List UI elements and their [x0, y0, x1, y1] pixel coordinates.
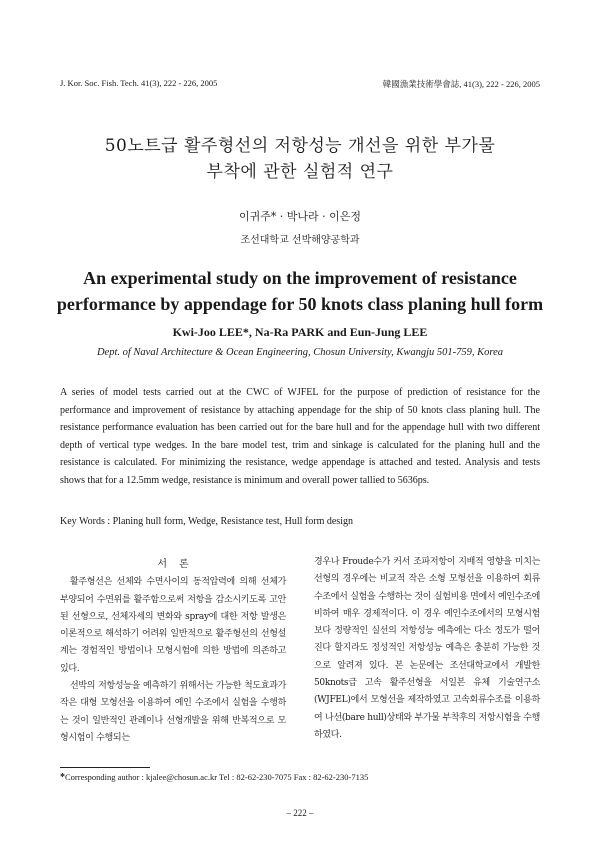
- intro-paragraph-1: 활주형선은 선체와 수면사이의 동적압력에 의해 선체가 부양되어 수면위를 활주함으로써 저항을 감소시키도록 고안된 선형으로, 선체자세의 변화와 spray에 대한 저항 발생은 이론적으로 해석하기 어려워 일반적으로 활주형선의 선형설계는 경험적인 방법이나 모형시험에 의한 방법에 의존하고 있다.: [60, 577, 286, 674]
- korean-authors: 이귀주* · 박나라 · 이은정: [238, 210, 362, 223]
- footnote: [60, 772, 368, 783]
- english-title-line2: performance by appendage for 50 knots class planing hull form: [56, 294, 544, 314]
- footnote-star: *: [60, 772, 65, 783]
- footnote-divider: [60, 767, 150, 768]
- footnote-text: Corresponding author : kjalee@chosun.ac.kr Tel : 82-62-230-7075 Fax : 82-62-230-7135: [65, 772, 369, 782]
- korean-title-line1: 50노트급 활주형선의 저항성능 개선을 위한 부가물: [104, 136, 496, 156]
- english-affiliation: Dept. of Naval Architecture & Ocean Engineering, Chosun University, Kwangju 501-759, Korea: [96, 347, 504, 358]
- english-title: [0, 265, 600, 317]
- journal-header-right: 韓國漁業技術學會誌, 41(3), 222 - 226, 2005: [382, 79, 540, 89]
- body-column-left: [60, 556, 286, 747]
- journal-header-left: J. Kor. Soc. Fish. Tech. 41(3), 222 - 226, 2005: [60, 78, 218, 88]
- english-authors: Kwi-Joo LEE*, Na-Ra PARK and Eun-Jung LEE: [172, 325, 428, 339]
- korean-affiliation: 조선대학교 선박해양공학과: [240, 235, 360, 246]
- intro-paragraph-2: 선박의 저항성능을 예측하기 위해서는 가능한 척도효과가 작은 대형 모형선을 이용하여 예인 수조에서 실험을 수행하는 것이 일반적인 관례이나 선형개발을 위해 반복적으로 모형시험이 수행되는: [60, 681, 286, 743]
- intro-paragraph-3: 경우나 Froude수가 커서 조파저항이 지배적 영향을 미치는 선형의 경우에는 비교적 작은 소형 모형선을 이용하여 회류 수조에서 실험을 수행하는 것이 실험비용 면에서 예인수조에 비하여 매우 경제적이다. 이 경우 예인수조에서의 모형시험보다 정량적인 실선의 저항성능 예측에는 다소 정도가 떨어진다 할지라도 정성적인 저항성능 예측은 충분히 가능한 것으로 알려져 있다. 본 논문에는 조선대학교에서 개발한 50knots급 고속 활주선형을 서일본 유체 기술연구소(WJFEL)에서 모형선을 제작하였고 고속회류수조를 이용하여 나선(bare hull)상태와 부가물 부착후의 저항시험을 수행하였다.: [314, 557, 540, 740]
- korean-title: [0, 133, 600, 185]
- korean-title-line2: 부착에 관한 실험적 연구: [206, 162, 394, 182]
- english-title-line1: An experimental study on the improvement of resistance: [83, 268, 517, 288]
- page-number: – 222 –: [286, 808, 314, 818]
- keywords: Key Words : Planing hull form, Wedge, Resistance test, Hull form design: [60, 516, 353, 527]
- abstract: A series of model tests carried out at the CWC of WJFEL for the purpose of prediction of resistance for the performance and improvement of resistance by attaching appendage for the ship of 50 knots class planing hull. The resistance performance evaluation has been carried out for the bare hull and for the appendage hull with two different depth of vertical type wedges. In the bare model test, trim and sinkage is calculated for the planing hull and the resistance is calculated. For minimizing the resistance, wedge appendage is attached and tested. Analysis and tests shows that for a 12.5mm wedge, resistance is minimum and overall power tallied to 5636ps.: [60, 387, 540, 486]
- body-column-right: [314, 554, 540, 744]
- section-heading-introduction: 서론: [157, 559, 201, 570]
